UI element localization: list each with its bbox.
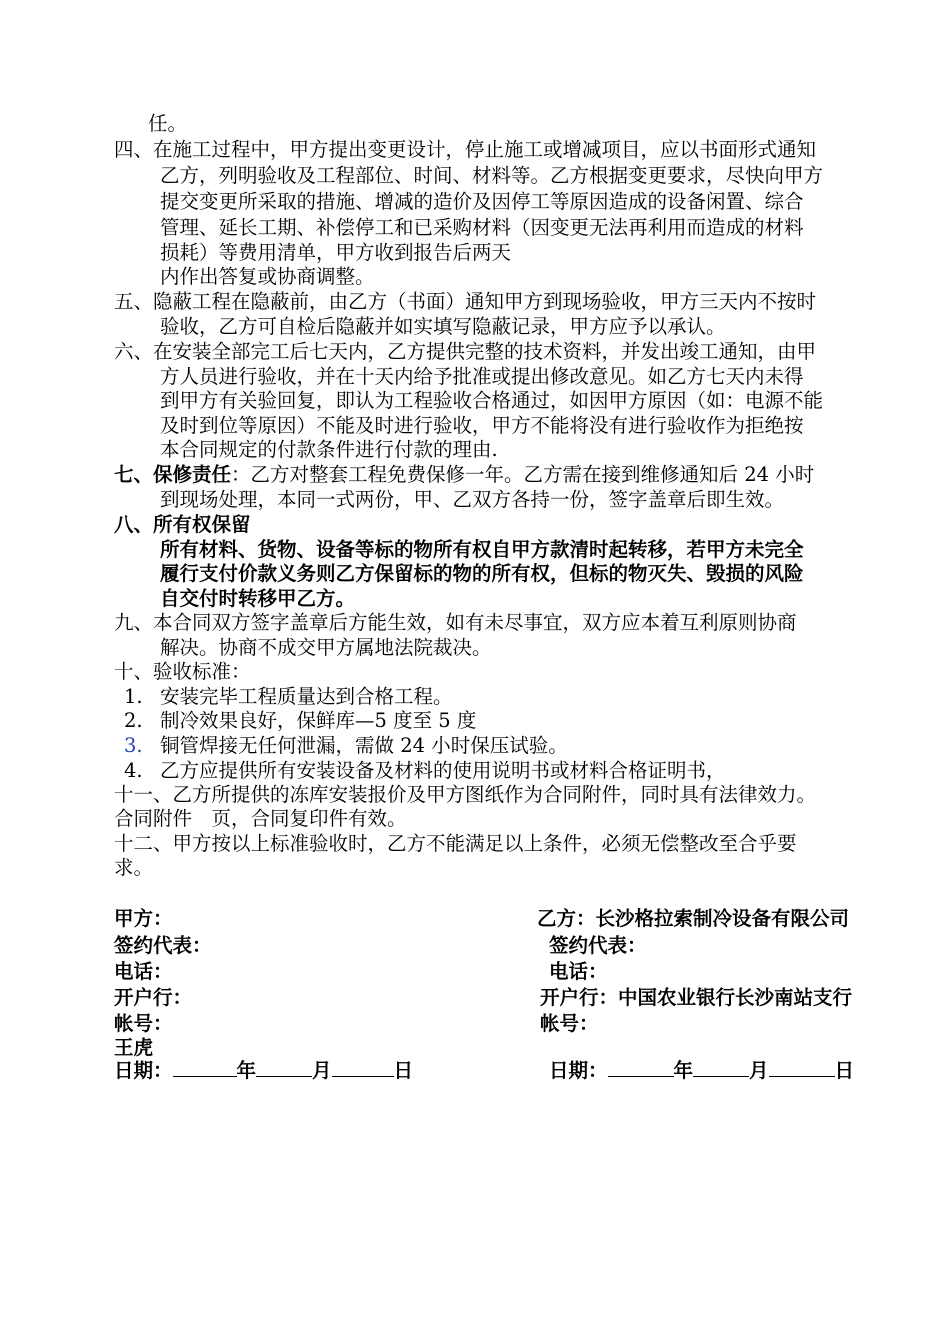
clause-3-tail: 任。 <box>148 112 188 135</box>
day-blank <box>769 1058 835 1077</box>
clause-12-line: 十二、甲方按以上标准验收时，乙方不能满足以上条件，必须无偿整改至合乎要 <box>114 832 797 855</box>
party-a-date <box>114 1058 413 1084</box>
party-a-rep: 签约代表： <box>114 934 212 957</box>
month-blank <box>693 1058 749 1077</box>
clause-11-line: 十一、乙方所提供的冻库安装报价及甲方图纸作为合同附件，同时具有法律效力。 <box>114 783 817 806</box>
year-blank <box>608 1058 674 1077</box>
clause-5-line: 五、隐蔽工程在隐蔽前，由乙方（书面）通知甲方到现场验收，甲方三天内不按时 <box>114 290 817 313</box>
acceptance-item: 铜管焊接无任何泄漏，需做 24 小时保压试验。 <box>160 734 568 757</box>
acceptance-item-number: 4. <box>124 759 143 782</box>
month-label: 月 <box>749 1059 769 1082</box>
clause-6-line: 本合同规定的付款条件进行付款的理由. <box>160 438 498 461</box>
date-label: 日期： <box>549 1059 608 1082</box>
acceptance-item: 制冷效果良好，保鲜库—5 度至 5 度 <box>160 709 477 732</box>
ownership-heading: 八、所有权保留 <box>114 513 251 536</box>
party-a-bank: 开户行： <box>114 986 193 1009</box>
clause-7-line: 到现场处理，本同一式两份，甲、乙双方各持一份，签字盖章后即生效。 <box>160 488 785 511</box>
month-label: 月 <box>312 1059 332 1082</box>
acceptance-item-number: 3. <box>124 734 143 757</box>
clause-12-line: 求。 <box>114 856 154 879</box>
clause-8-line: 自交付时转移甲乙方。 <box>160 587 356 610</box>
party-a-name: 王虎 <box>114 1036 154 1059</box>
day-label: 日 <box>834 1059 855 1082</box>
clause-11-line: 合同附件 页，合同复印件有效。 <box>114 807 407 830</box>
clause-8-line: 所有材料、货物、设备等标的物所有权自甲方款清时起转移，若甲方未完全 <box>160 538 804 561</box>
year-blank <box>173 1058 237 1077</box>
clause-9-line: 九、本合同双方签字盖章后方能生效，如有未尽事宜，双方应本着互利原则协商 <box>114 611 797 634</box>
party-b-label: 乙方：长沙格拉索制冷设备有限公司 <box>537 907 850 930</box>
party-b-date <box>549 1058 854 1084</box>
acceptance-item: 安装完毕工程质量达到合格工程。 <box>160 685 453 708</box>
party-b-phone: 电话： <box>549 960 608 983</box>
clause-4-line: 损耗）等费用清单，甲方收到报告后两天 <box>160 241 512 264</box>
party-a-account: 帐号： <box>114 1012 173 1035</box>
day-label: 日 <box>393 1059 414 1082</box>
warranty-heading: 七、保修责任 <box>114 463 232 486</box>
acceptance-item-number: 1. <box>124 685 143 708</box>
acceptance-item-number: 2. <box>124 709 143 732</box>
party-a-label: 甲方： <box>114 907 173 930</box>
date-label: 日期： <box>114 1059 173 1082</box>
year-label: 年 <box>673 1059 694 1082</box>
party-b-bank: 开户行：中国农业银行长沙南站支行 <box>540 986 853 1009</box>
acceptance-item: 乙方应提供所有安装设备及材料的使用说明书或材料合格证明书， <box>160 759 726 782</box>
clause-6-line: 六、在安装全部完工后七天内，乙方提供完整的技术资料，并发出竣工通知，由甲 <box>114 340 817 363</box>
party-a-phone: 电话： <box>114 960 173 983</box>
clause-4-line: 乙方，列明验收及工程部位、时间、材料等。乙方根据变更要求，尽快向甲方 <box>160 164 824 187</box>
clause-4-line: 提交变更所采取的措施、增减的造价及因停工等原因造成的设备闲置、综合 <box>160 190 804 213</box>
party-b-rep: 签约代表： <box>549 934 647 957</box>
clause-4-line: 管理、延长工期、补偿停工和已采购材料（因变更无法再利用而造成的材料 <box>160 216 804 239</box>
party-b-account: 帐号： <box>540 1012 599 1035</box>
day-blank <box>332 1058 394 1077</box>
warranty-text: ：乙方对整套工程免费保修一年。乙方需在接到维修通知后 24 小时 <box>231 463 815 486</box>
clause-4-line: 四、在施工过程中，甲方提出变更设计，停止施工或增减项目，应以书面形式通知 <box>114 138 817 161</box>
clause-6-line: 方人员进行验收，并在十天内给予批准或提出修改意见。如乙方七天内未得 <box>160 365 804 388</box>
year-label: 年 <box>236 1059 257 1082</box>
clause-5-line: 验收，乙方可自检后隐蔽并如实填写隐蔽记录，甲方应予以承认。 <box>160 315 726 338</box>
month-blank <box>256 1058 312 1077</box>
clause-6-line: 到甲方有关验回复，即认为工程验收合格通过，如因甲方原因（如：电源不能 <box>160 389 824 412</box>
clause-9-line: 解决。协商不成交甲方属地法院裁决。 <box>160 636 492 659</box>
clause-7-line <box>114 462 814 488</box>
acceptance-heading: 十、验收标准： <box>114 660 251 683</box>
clause-6-line: 及时到位等原因）不能及时进行验收，甲方不能将没有进行验收作为拒绝按 <box>160 414 804 437</box>
clause-8-line: 履行支付价款义务则乙方保留标的物的所有权，但标的物灭失、毁损的风险 <box>160 562 804 585</box>
clause-4-line: 内作出答复或协商调整。 <box>160 265 375 288</box>
